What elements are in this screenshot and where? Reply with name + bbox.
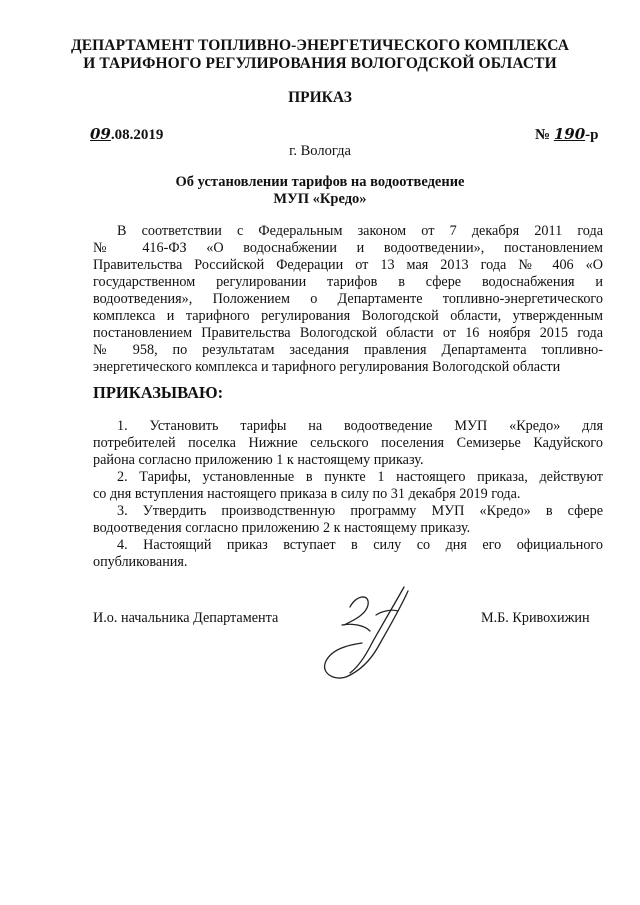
document-number xyxy=(535,125,598,144)
order-item-1 xyxy=(93,418,603,469)
order-item-2 xyxy=(93,469,603,503)
preamble-line: государственном регулировании тарифов в сфере водоснабжения и xyxy=(93,274,603,290)
handwritten-signature-icon xyxy=(312,585,432,685)
item-line: со дня вступления настоящего приказа в силу по 31 декабря 2019 года. xyxy=(93,486,521,502)
department-name-line-2: И ТАРИФНОГО РЕГУЛИРОВАНИЯ ВОЛОГОДСКОЙ ОБЛАСТИ xyxy=(83,55,557,72)
preamble-line: Правительства Российской Федерации от 13 мая 2013 года № 406 «О xyxy=(93,257,603,273)
item-line: 4. Настоящий приказ вступает в силу со дня его официального xyxy=(117,537,603,553)
number-prefix: № xyxy=(535,127,551,143)
order-word: ПРИКАЗЫВАЮ: xyxy=(93,383,224,402)
date-rest: .08.2019 xyxy=(110,127,164,143)
number-handwritten: 190 xyxy=(553,125,586,143)
preamble-line: постановлением Правительства Вологодской области от 16 ноября 2015 года xyxy=(93,325,603,341)
order-item-3 xyxy=(93,503,603,537)
title-line-2: МУП «Кредо» xyxy=(273,191,367,207)
preamble xyxy=(93,223,603,376)
date-day-handwritten: 09 xyxy=(90,125,111,143)
item-line: 1. Установить тарифы на водоотведение МУП «Кредо» для xyxy=(117,418,603,434)
item-line: 2. Тарифы, установленные в пункте 1 настоящего приказа, действуют xyxy=(117,469,603,485)
item-line: потребителей поселка Нижние сельского поселения Семизерье Кадуйского xyxy=(93,435,603,451)
title-line-1: Об установлении тарифов на водоотведение xyxy=(175,174,465,190)
document-city: г. Вологда xyxy=(289,143,351,159)
item-line: водоотведения согласно приложению 2 к настоящему приказу. xyxy=(93,520,471,536)
preamble-line: № 416-ФЗ «О водоснабжении и водоотведении», постановлением xyxy=(93,240,603,256)
preamble-line: № 958, по результатам заседания правления Департамента топливно- xyxy=(93,342,603,358)
document-type: ПРИКАЗ xyxy=(288,89,352,106)
item-line: 3. Утвердить производственную программу МУП «Кредо» в сфере xyxy=(117,503,603,519)
item-line: района согласно приложению 1 к настоящему приказу. xyxy=(93,452,424,468)
signatory-position: И.о. начальника Департамента xyxy=(93,610,279,626)
number-suffix: -р xyxy=(585,127,599,143)
preamble-line: комплекса и тарифного регулирования Вологодской области, утвержденным xyxy=(93,308,603,324)
department-name-line-1: ДЕПАРТАМЕНТ ТОПЛИВНО-ЭНЕРГЕТИЧЕСКОГО КОМПЛЕКСА xyxy=(70,37,570,54)
order-item-4 xyxy=(93,537,603,571)
preamble-line: энергетического комплекса и тарифного регулирования Вологодской области xyxy=(93,359,561,375)
preamble-line: В соответствии с Федеральным законом от 7 декабря 2011 года xyxy=(117,223,603,239)
signatory-name: М.Б. Кривохижин xyxy=(481,610,590,626)
item-line: опубликования. xyxy=(93,554,188,570)
preamble-line: водоотведения», Положением о Департаменте топливно-энергетического xyxy=(93,291,603,307)
document-date xyxy=(90,125,163,144)
